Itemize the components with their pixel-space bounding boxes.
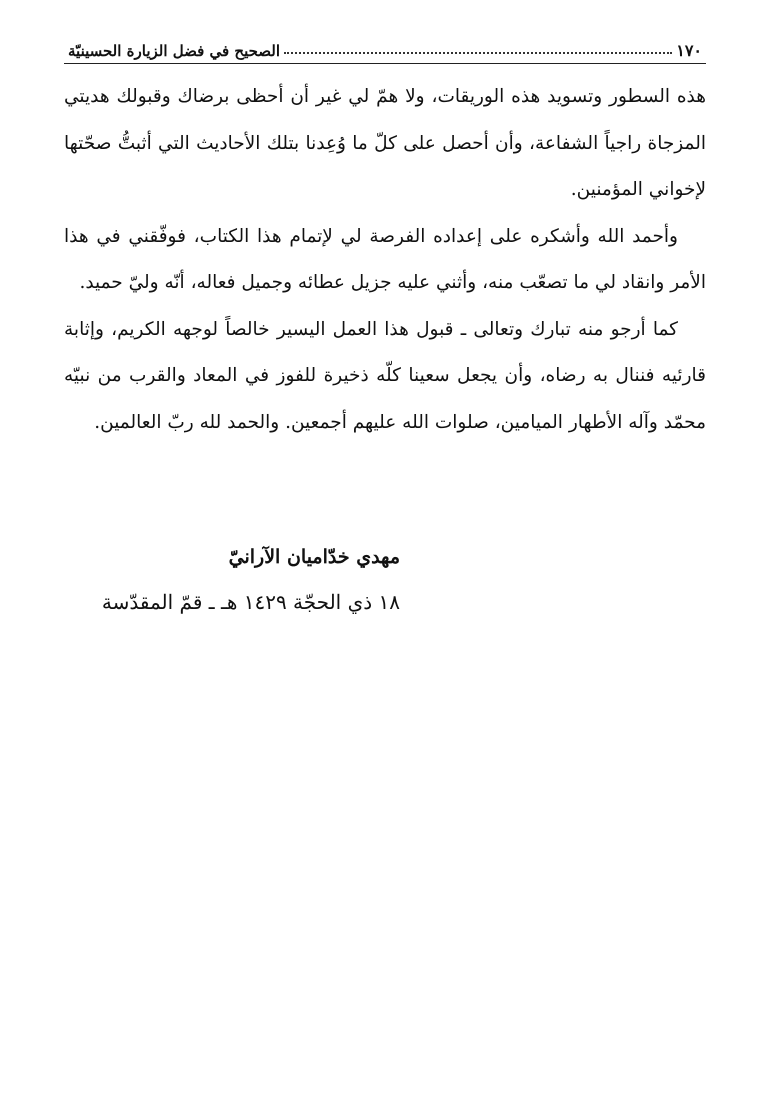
page-number: ١٧٠: [676, 41, 702, 60]
running-header: [64, 30, 706, 60]
header-leader-dots: [284, 52, 672, 54]
paragraph-1: هذه السطور وتسويد هذه الوريقات، ولا همّ لي غير أن أحظى برضاك وقبولك هديتي المزجاة راجياً الشفاعة، وأن أحصل على كلّ ما وُعِدنا بتلك الأحاديث التي أثبتُّ صحّتها لإخواني المؤمنين.: [64, 86, 706, 200]
book-title: الصحيح في فضل الزيارة الحسينيّة: [68, 42, 281, 60]
header-rule: [64, 63, 706, 64]
body-text: [64, 74, 706, 446]
paragraph-3: كما أرجو منه تبارك وتعالى ـ قبول هذا العمل اليسير خالصاً لوجهه الكريم، وإثابة قارئيه فننال به رضاه، وأن يجعل سعينا كلّه ذخيرة للفوز في المعاد والقرب من نبيّه محمّد وآله الأطهار الميامين، صلوات الله عليهم أجمعين. والحمد لله ربّ العالمين.: [64, 318, 706, 433]
author-signature: مهدي خدّاميان الآرانيّ: [228, 546, 400, 568]
paragraph-2: وأحمد الله وأشكره على إعداده الفرصة لي لإتمام هذا الكتاب، فوفّقني في هذا الأمر وانقاد لي ما تصعّب منه، وأثني عليه جزيل عطائه وجميل فعاله، أنّه وليّ حميد.: [64, 225, 706, 293]
signature-date-place: ١٨ ذي الحجّة ١٤٢٩ هـ ـ قمّ المقدّسة: [101, 590, 400, 614]
